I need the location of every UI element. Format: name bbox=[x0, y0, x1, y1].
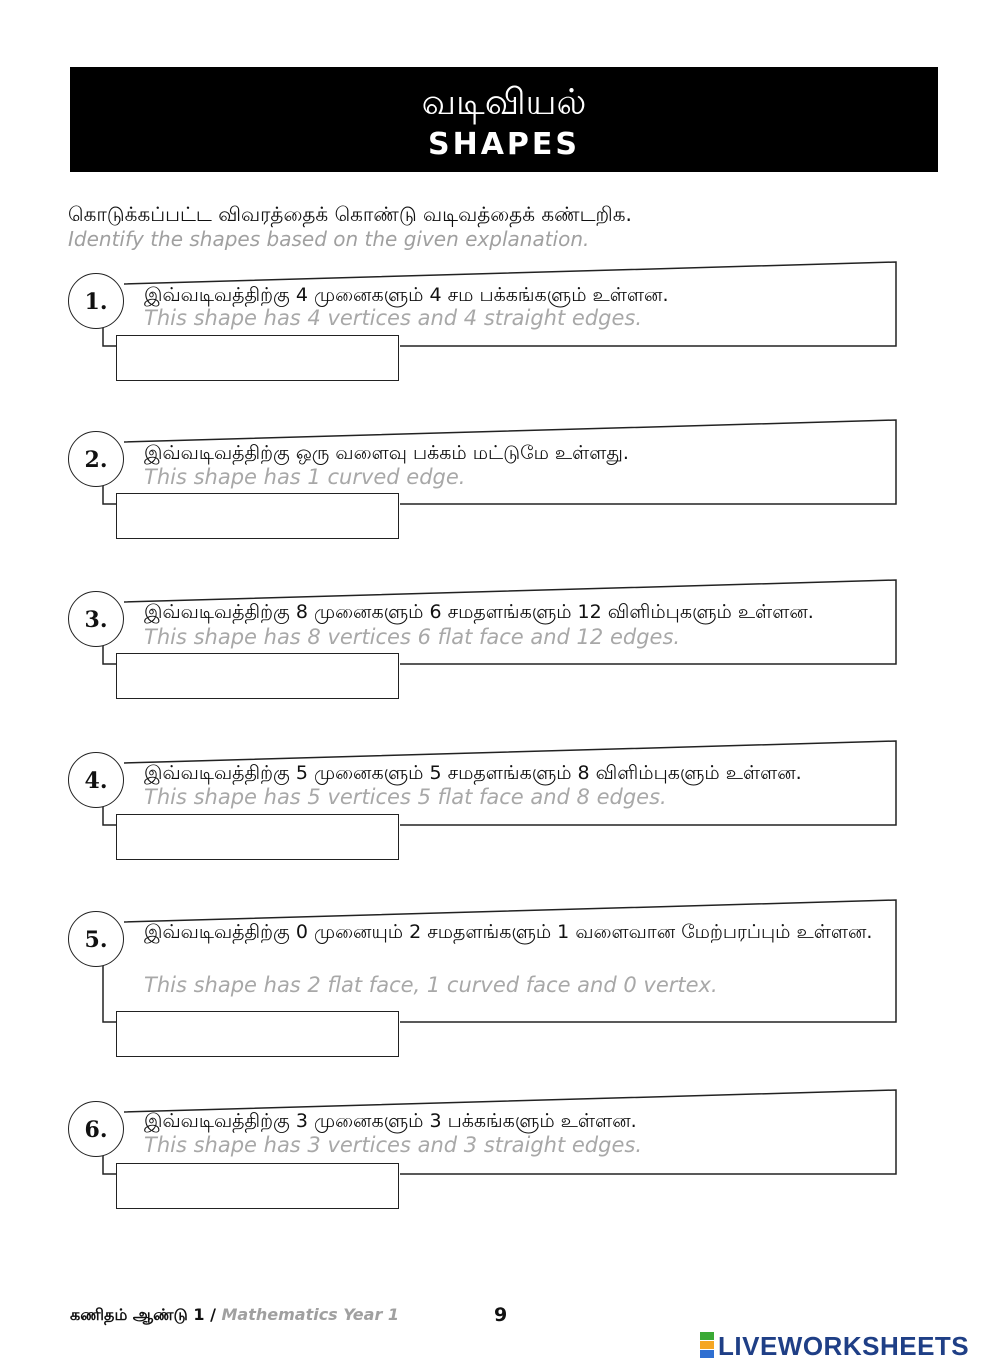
page-number: 9 bbox=[494, 1304, 508, 1326]
answer-input[interactable] bbox=[116, 493, 399, 539]
footer-subject bbox=[70, 1305, 399, 1326]
question-text-english: This shape has 8 vertices 6 flat face and 12 edges. bbox=[144, 625, 681, 649]
answer-input[interactable] bbox=[116, 1011, 399, 1057]
question-1 bbox=[0, 260, 1000, 385]
page-title-tamil: வடிவியல் bbox=[421, 82, 587, 123]
question-text-tamil: இவ்வடிவத்திற்கு 5 முனைகளும் 5 சமதளங்களும் 8 விளிம்புகளும் உள்ளன. bbox=[144, 762, 802, 784]
footer-subject-tamil: கணிதம் ஆண்டு 1 bbox=[70, 1305, 205, 1324]
question-text-english: This shape has 1 curved edge. bbox=[144, 465, 466, 489]
instruction-tamil: கொடுக்கப்பட்ட விவரத்தைக் கொண்டு வடிவத்தைக் கண்டறிக. bbox=[68, 202, 632, 226]
question-4 bbox=[0, 739, 1000, 864]
question-3 bbox=[0, 578, 1000, 703]
title-banner bbox=[70, 67, 938, 172]
brand-name: LIVEWORKSHEETS bbox=[718, 1330, 970, 1361]
question-6 bbox=[0, 1088, 1000, 1213]
question-5 bbox=[0, 898, 1000, 1063]
question-text-english: This shape has 4 vertices and 4 straight edges. bbox=[144, 306, 642, 330]
liveworksheets-logo-icon bbox=[700, 1332, 716, 1360]
question-text-tamil: இவ்வடிவத்திற்கு ஒரு வளைவு பக்கம் மட்டுமே உள்ளது. bbox=[144, 442, 629, 464]
question-text-tamil: இவ்வடிவத்திற்கு 8 முனைகளும் 6 சமதளங்களும் 12 விளிம்புகளும் உள்ளன. bbox=[144, 601, 814, 623]
answer-input[interactable] bbox=[116, 814, 399, 860]
question-number: 5. bbox=[68, 911, 124, 967]
footer-separator: / bbox=[210, 1305, 216, 1324]
question-number: 1. bbox=[68, 273, 124, 329]
answer-input[interactable] bbox=[116, 653, 399, 699]
question-text-tamil: இவ்வடிவத்திற்கு 4 முனைகளும் 4 சம பக்கங்களும் உள்ளன. bbox=[144, 284, 669, 306]
answer-input[interactable] bbox=[116, 1163, 399, 1209]
question-text-english: This shape has 5 vertices 5 flat face and 8 edges. bbox=[144, 785, 667, 809]
answer-input[interactable] bbox=[116, 335, 399, 381]
question-number: 6. bbox=[68, 1101, 124, 1157]
question-text-tamil: இவ்வடிவத்திற்கு 3 முனைகளும் 3 பக்கங்களும் உள்ளன. bbox=[144, 1110, 637, 1132]
question-number: 3. bbox=[68, 591, 124, 647]
question-2 bbox=[0, 418, 1000, 543]
page-title-english: SHAPES bbox=[427, 127, 581, 162]
liveworksheets-brand[interactable] bbox=[700, 1330, 969, 1362]
question-text-english: This shape has 2 flat face, 1 curved face and 0 vertex. bbox=[144, 973, 718, 997]
question-number: 4. bbox=[68, 752, 124, 808]
question-number: 2. bbox=[68, 431, 124, 487]
question-text-english: This shape has 3 vertices and 3 straight edges. bbox=[144, 1133, 642, 1157]
instruction-english: Identify the shapes based on the given explanation. bbox=[68, 227, 590, 251]
question-text-tamil: இவ்வடிவத்திற்கு 0 முனையும் 2 சமதளங்களும் 1 வளைவான மேற்பரப்பும் உள்ளன. bbox=[144, 921, 873, 943]
footer-subject-english: Mathematics Year 1 bbox=[221, 1305, 400, 1324]
